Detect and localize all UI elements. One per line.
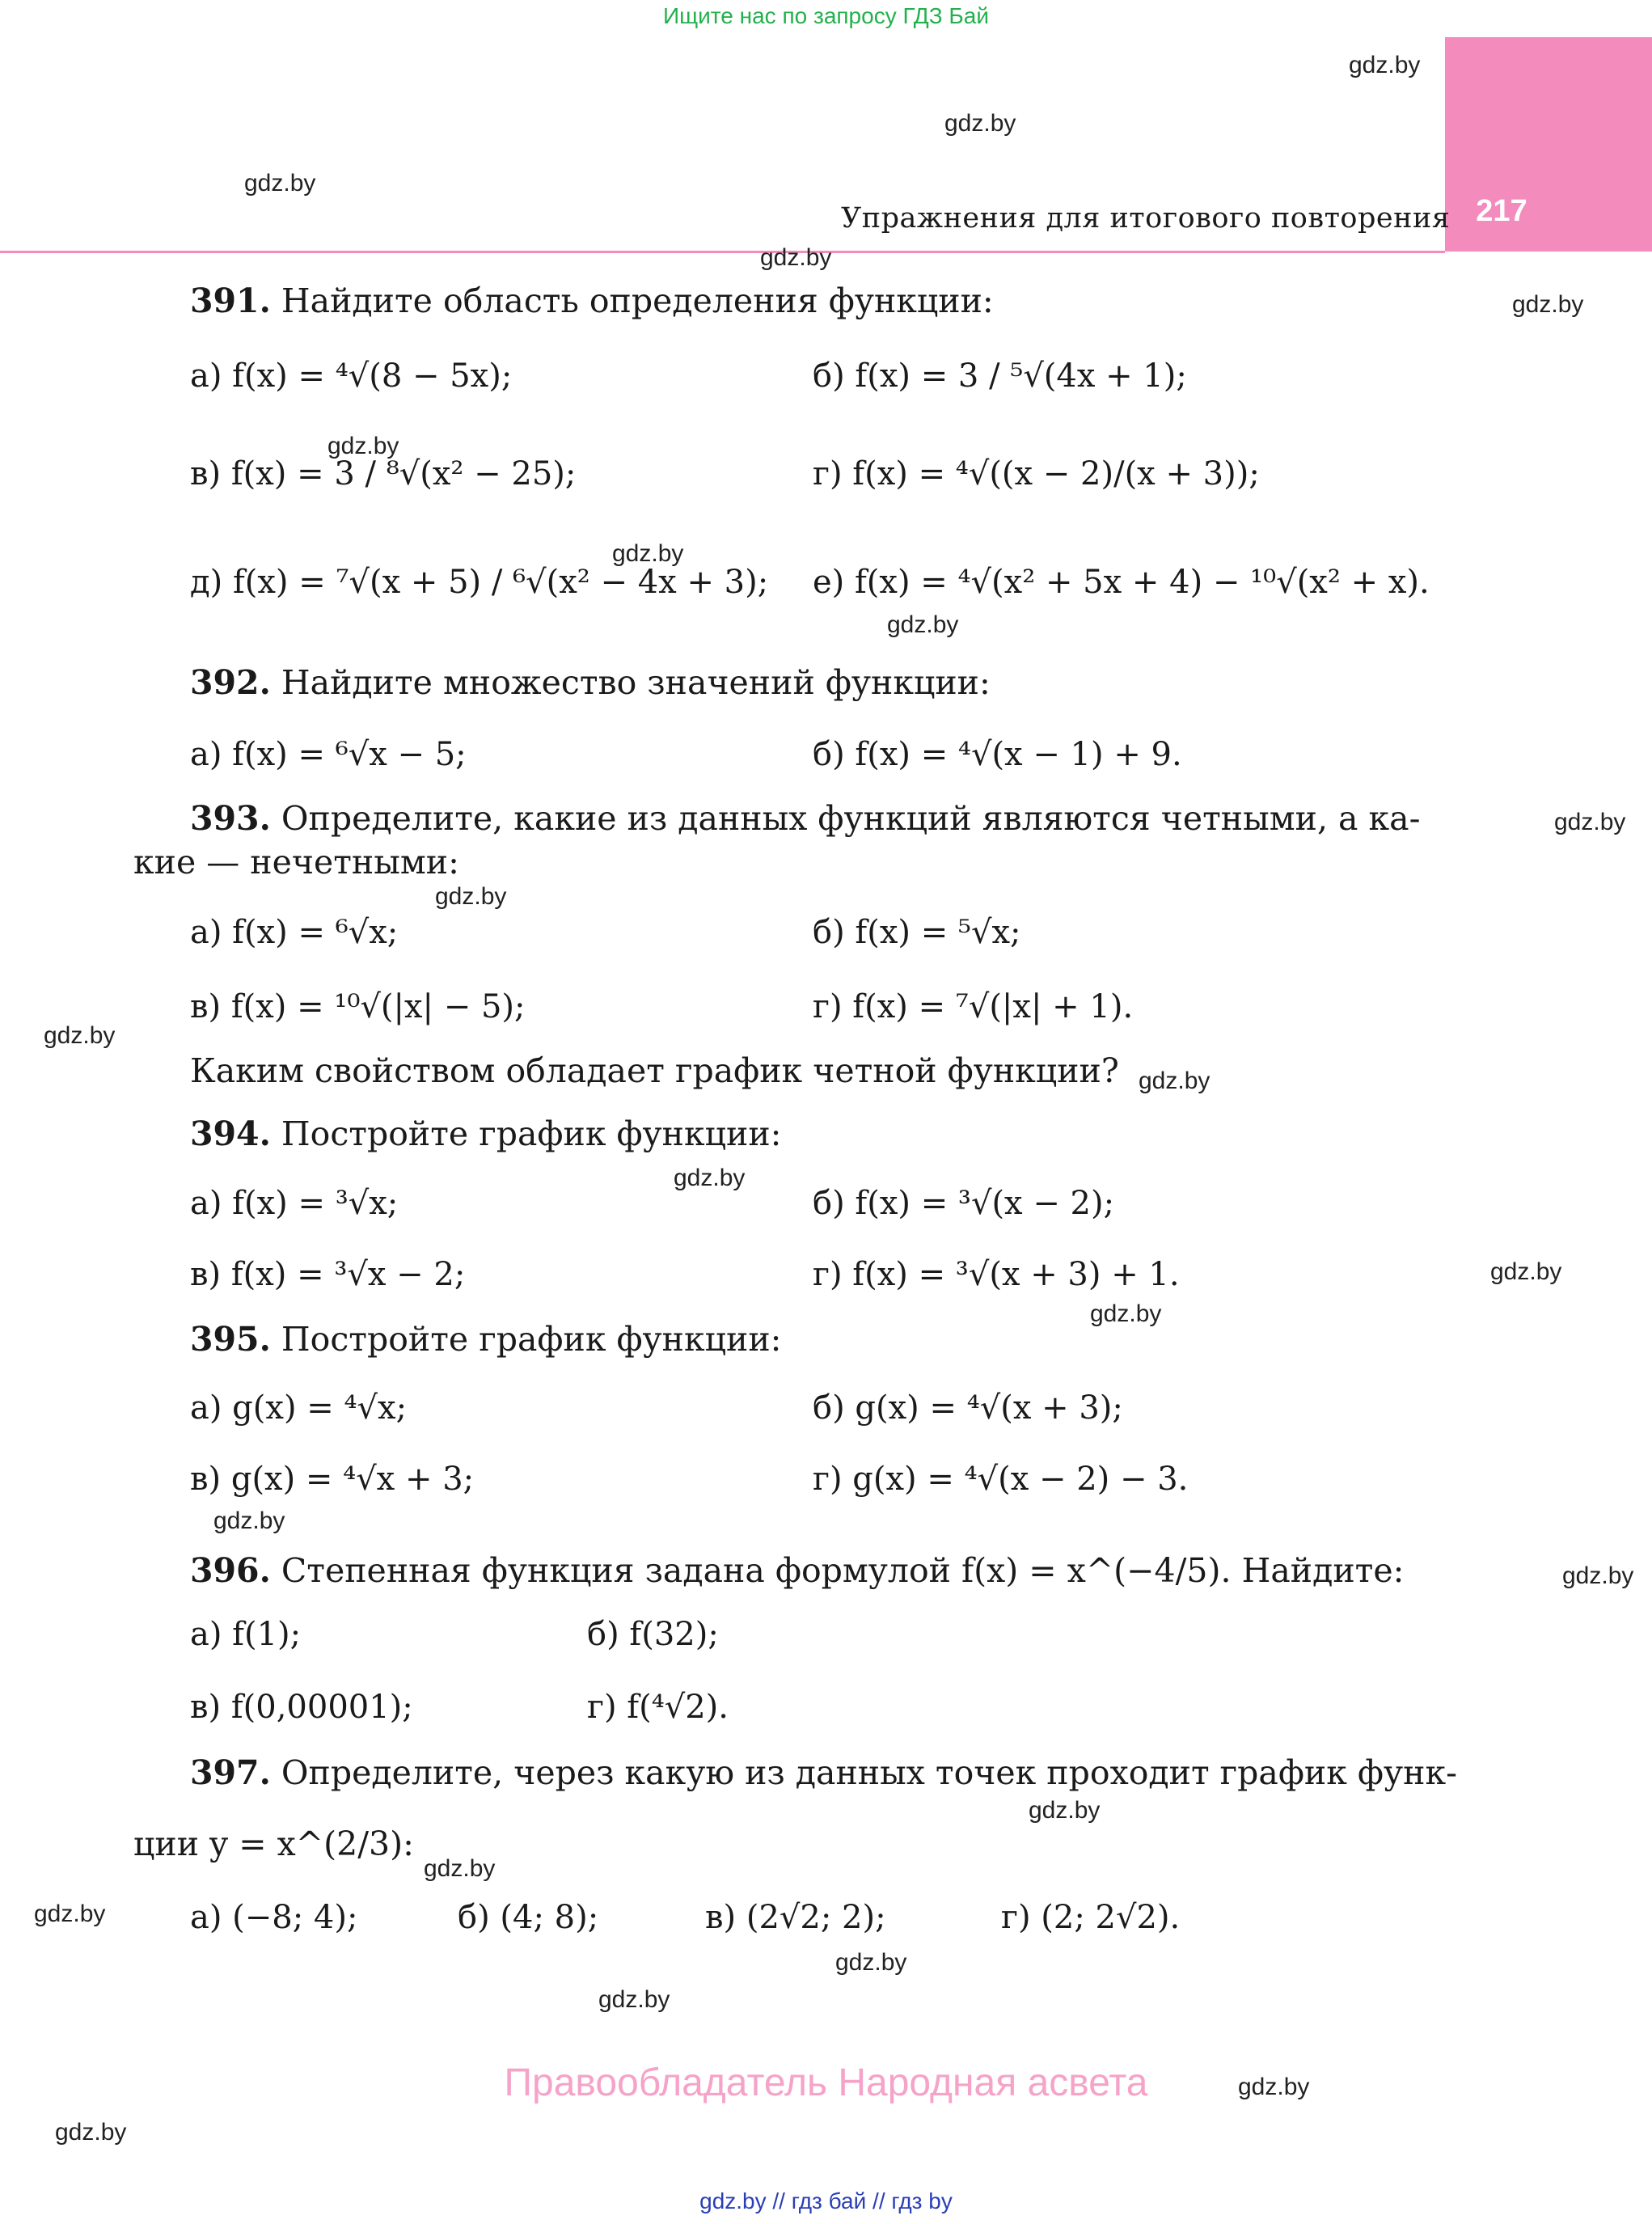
exercise-391-d: д) f(x) = ⁷√(x + 5) / ⁶√(x² − 4x + 3);: [190, 564, 769, 601]
exercise-text: Найдите область определения функции:: [281, 281, 994, 320]
exercise-number: 391.: [190, 281, 271, 320]
exercise-396-v: в) f(0,00001);: [190, 1689, 413, 1726]
watermark: gdz.by: [1490, 1258, 1562, 1285]
exercise-393-g: г) f(x) = ⁷√(|x| + 1).: [813, 988, 1134, 1025]
exercise-text: Найдите множество значений функции:: [281, 663, 991, 702]
exercise-393-heading: [190, 799, 1420, 838]
exercise-text: Постройте график функции:: [281, 1114, 782, 1153]
watermark: gdz.by: [835, 1949, 907, 1976]
watermark: gdz.by: [598, 1986, 670, 2013]
exercise-392-b: б) f(x) = ⁴√(x − 1) + 9.: [813, 736, 1182, 773]
exercise-396-heading: [190, 1551, 1404, 1590]
watermark: gdz.by: [1029, 1797, 1101, 1824]
watermark: gdz.by: [55, 2119, 127, 2146]
footer-links[interactable]: gdz.by // гдз бай // гдз by: [699, 2188, 953, 2213]
exercise-397-heading: [190, 1753, 1457, 1792]
watermark: gdz.by: [1554, 809, 1626, 835]
exercise-393-a: а) f(x) = ⁶√x;: [190, 914, 399, 951]
watermark: gdz.by: [244, 170, 316, 197]
exercise-394-b: б) f(x) = ³√(x − 2);: [813, 1185, 1115, 1222]
exercise-391-b: б) f(x) = 3 / ⁵√(4x + 1);: [813, 357, 1187, 395]
watermark: gdz.by: [1090, 1300, 1162, 1327]
watermark: gdz.by: [1512, 291, 1584, 318]
exercise-397-v: в) (2√2; 2);: [705, 1899, 886, 1936]
watermark: gdz.by: [435, 883, 507, 910]
exercise-395-g: г) g(x) = ⁴√(x − 2) − 3.: [813, 1461, 1189, 1498]
exercise-391-e: е) f(x) = ⁴√(x² + 5x + 4) − ¹⁰√(x² + x).: [813, 564, 1430, 601]
exercise-395-v: в) g(x) = ⁴√x + 3;: [190, 1461, 475, 1498]
watermark: gdz.by: [1139, 1068, 1210, 1094]
exercise-394-g: г) f(x) = ³√(x + 3) + 1.: [813, 1256, 1180, 1293]
exercise-397-g: г) (2; 2√2).: [1001, 1899, 1181, 1936]
watermark: gdz.by: [887, 611, 959, 638]
watermark: gdz.by: [1562, 1562, 1634, 1589]
exercise-393-v: в) f(x) = ¹⁰√(|x| − 5);: [190, 988, 526, 1025]
watermark: gdz.by: [44, 1022, 116, 1049]
header-divider: [0, 251, 1445, 253]
watermark: gdz.by: [327, 433, 399, 459]
exercise-397-a: а) (−8; 4);: [190, 1899, 358, 1936]
watermark: gdz.by: [612, 540, 684, 567]
watermark: gdz.by: [674, 1165, 746, 1191]
exercise-393-b: б) f(x) = ⁵√x;: [813, 914, 1021, 951]
exercise-number: 394.: [190, 1114, 271, 1153]
exercise-391-g: г) f(x) = ⁴√((x − 2)/(x + 3));: [813, 455, 1260, 493]
exercise-395-b: б) g(x) = ⁴√(x + 3);: [813, 1389, 1123, 1427]
exercise-394-heading: [190, 1114, 781, 1153]
exercise-number: 395.: [190, 1320, 271, 1359]
exercise-396-a: а) f(1);: [190, 1616, 302, 1653]
watermark: gdz.by: [1349, 52, 1421, 78]
exercise-397-text-line2: ции y = x^(2/3):: [133, 1824, 414, 1863]
exercise-number: 392.: [190, 663, 271, 702]
exercise-396-b: б) f(32);: [587, 1616, 719, 1653]
exercise-text: Постройте график функции:: [281, 1320, 782, 1359]
exercise-number: 393.: [190, 799, 271, 838]
exercise-397-b: б) (4; 8);: [458, 1899, 599, 1936]
watermark: gdz.by: [760, 244, 832, 271]
top-search-banner[interactable]: Ищите нас по запросу ГДЗ Бай: [662, 3, 990, 28]
watermark: gdz.by: [213, 1507, 285, 1534]
exercise-396-g: г) f(⁴√2).: [587, 1689, 729, 1726]
copyright-footer: Правообладатель Народная асвета: [504, 2061, 1148, 2104]
section-title: Упражнения для итогового повторения: [841, 202, 1451, 235]
exercise-395-heading: [190, 1320, 781, 1359]
exercise-391-heading: [190, 281, 994, 320]
page-number: 217: [1476, 194, 1527, 228]
watermark: gdz.by: [1238, 2074, 1310, 2100]
exercise-393-question: Каким свойством обладает график четной функции?: [190, 1051, 1119, 1090]
exercise-394-a: а) f(x) = ³√x;: [190, 1185, 399, 1222]
exercise-393-text-line2: кие — нечетными:: [133, 843, 459, 882]
exercise-text: Степенная функция задана формулой f(x) = x^(−4/5). Найдите:: [281, 1551, 1405, 1590]
exercise-391-a: а) f(x) = ⁴√(8 − 5x);: [190, 357, 513, 395]
exercise-text: Определите, через какую из данных точек проходит график функ-: [281, 1753, 1457, 1792]
exercise-number: 396.: [190, 1551, 271, 1590]
exercise-text: Определите, какие из данных функций являются четными, а ка-: [281, 799, 1421, 838]
exercise-number: 397.: [190, 1753, 271, 1792]
exercise-391-v: в) f(x) = 3 / ⁸√(x² − 25);: [190, 455, 577, 493]
exercise-395-a: а) g(x) = ⁴√x;: [190, 1389, 408, 1427]
watermark: gdz.by: [944, 110, 1016, 137]
watermark: gdz.by: [34, 1901, 106, 1927]
exercise-392-heading: [190, 663, 991, 702]
exercise-392-a: а) f(x) = ⁶√x − 5;: [190, 736, 467, 773]
exercise-394-v: в) f(x) = ³√x − 2;: [190, 1256, 466, 1293]
watermark: gdz.by: [424, 1855, 496, 1882]
